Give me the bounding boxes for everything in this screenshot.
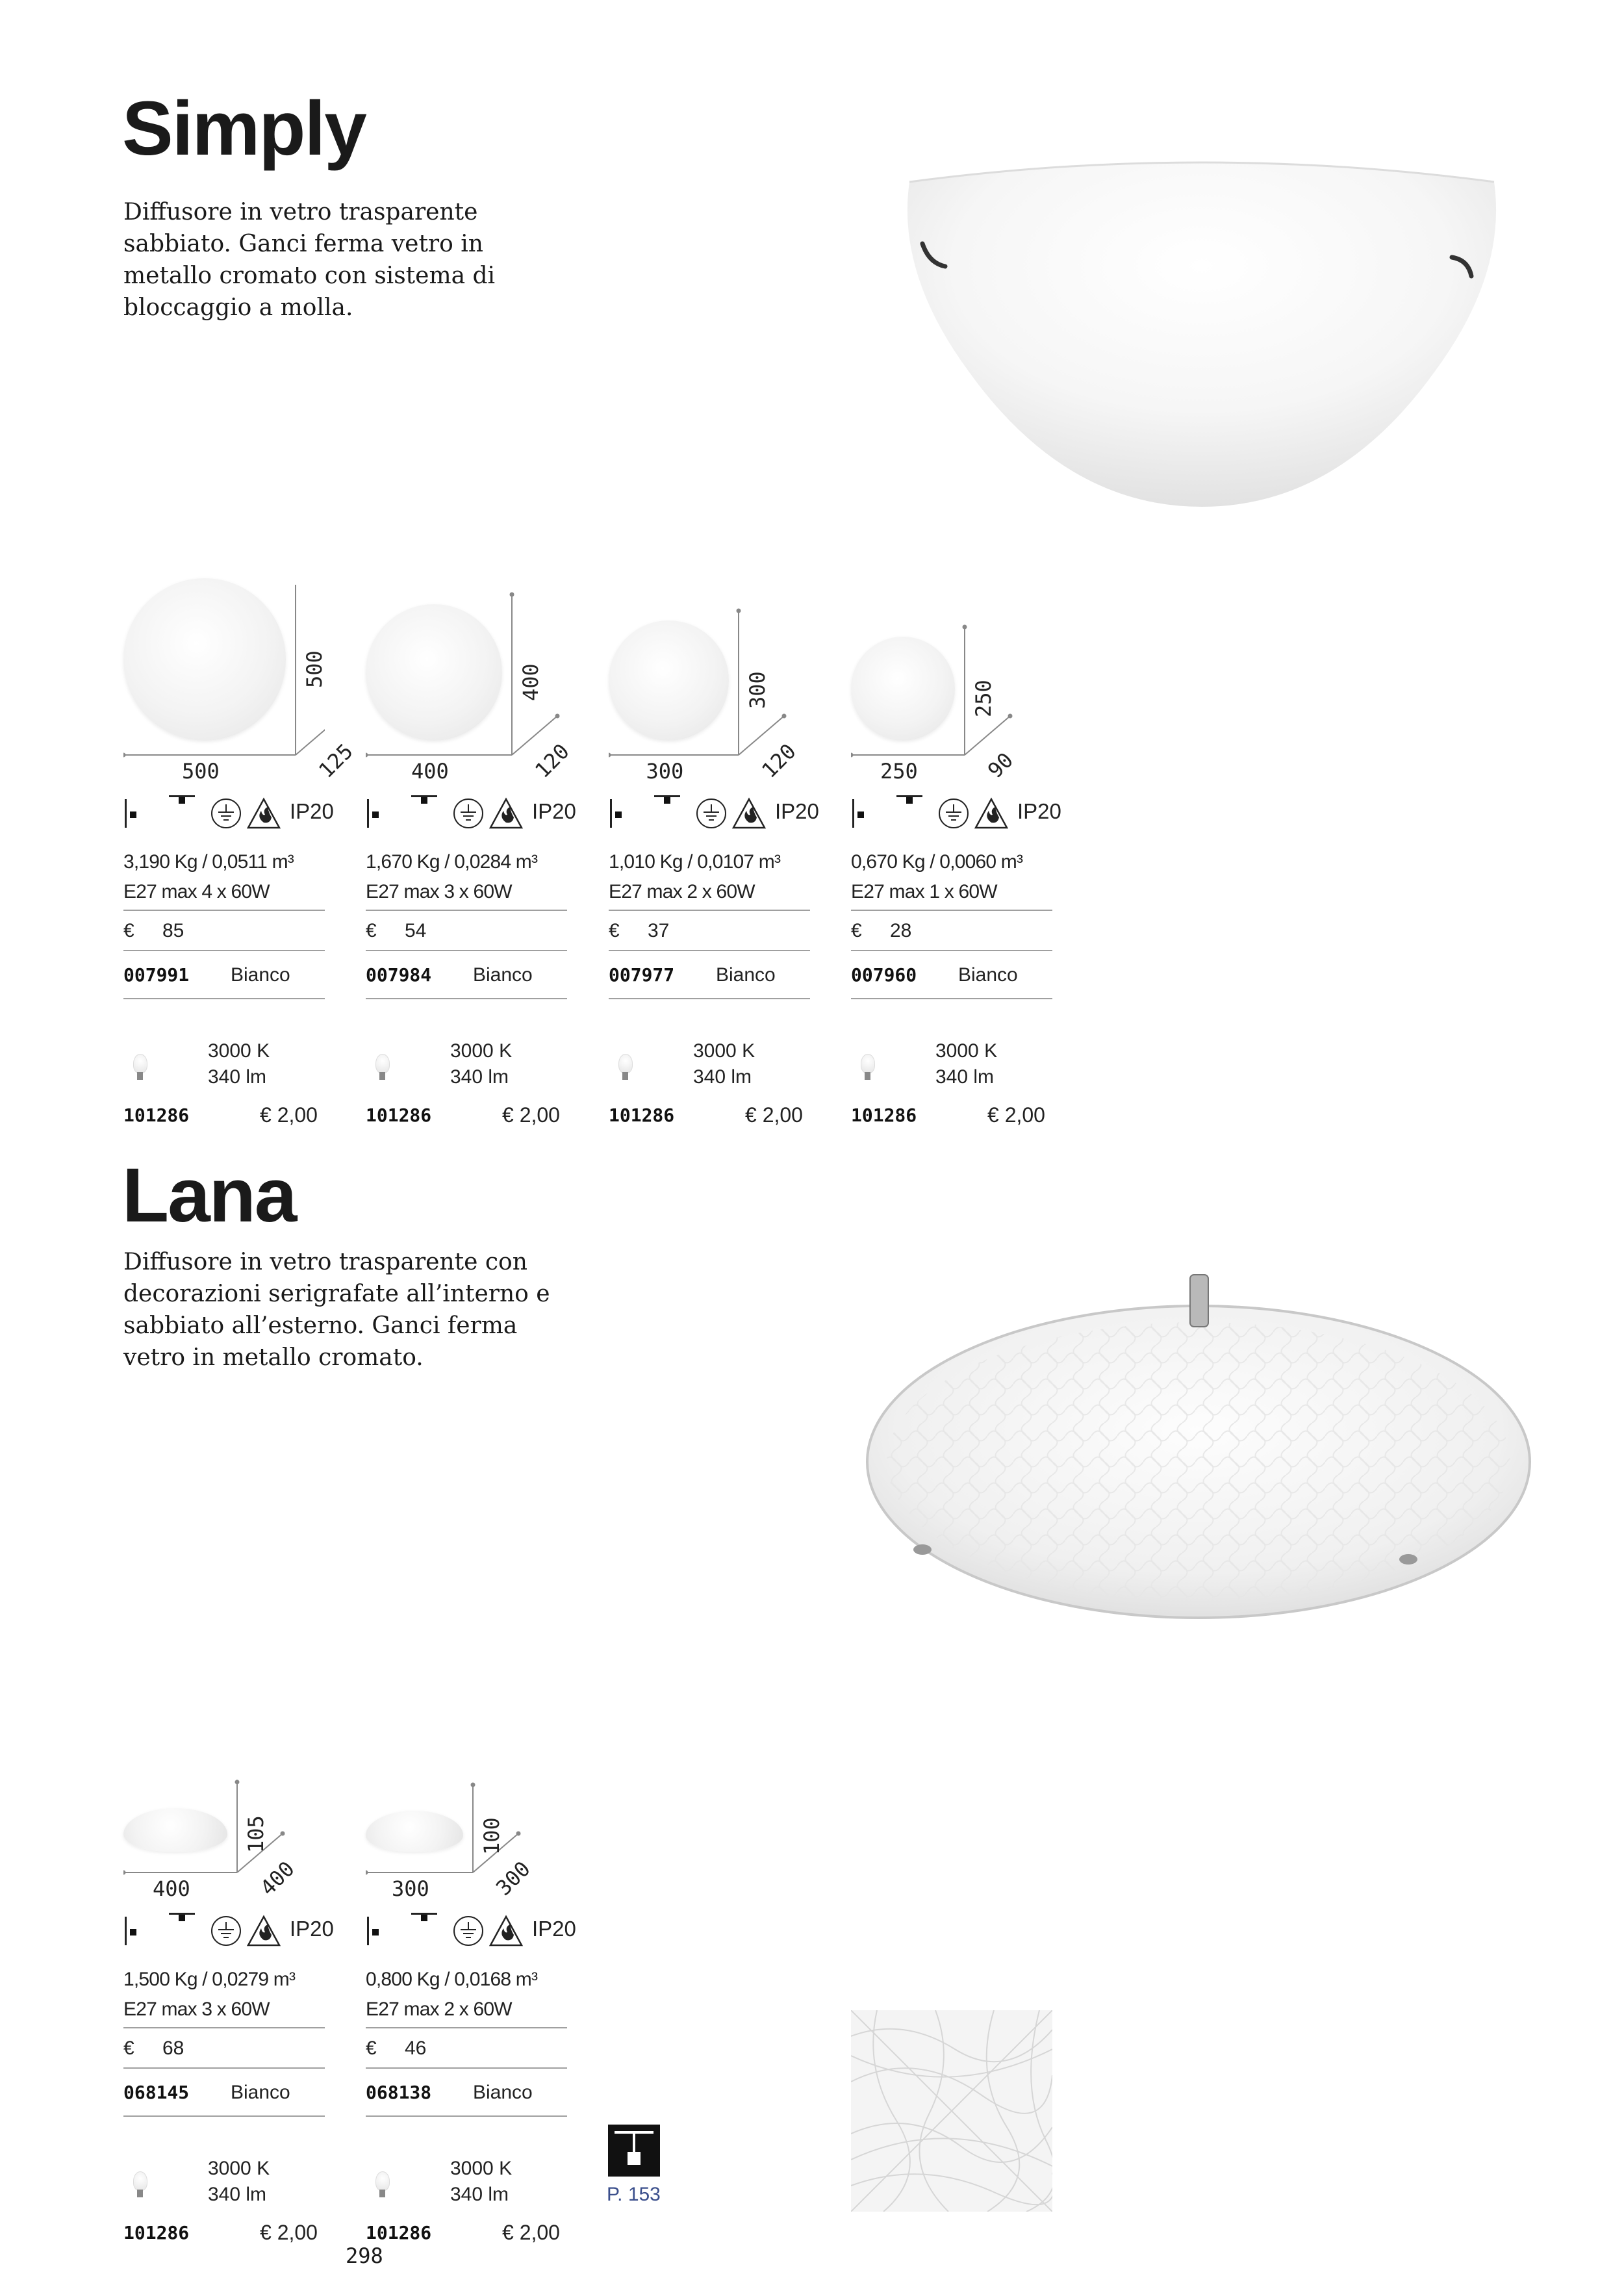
divider xyxy=(366,2115,567,2117)
flammable-warning-icon xyxy=(733,799,765,828)
height-label: 400 xyxy=(518,663,543,701)
ceiling-mount-icon xyxy=(610,799,622,828)
product-price: 46 xyxy=(405,2038,427,2059)
flammable-warning-icon xyxy=(248,1917,279,1945)
product-color: Bianco xyxy=(958,964,1018,986)
currency-symbol: € xyxy=(366,2038,377,2059)
lana-texture-swatch xyxy=(851,2010,1052,2212)
weight-volume: 1,500 Kg / 0,0279 m³ xyxy=(123,1969,296,1990)
height-label: 250 xyxy=(971,679,996,717)
ip-rating: IP20 xyxy=(290,1917,334,1941)
product-color: Bianco xyxy=(716,964,776,986)
product-color: Bianco xyxy=(473,2082,533,2103)
divider xyxy=(123,2067,325,2069)
dimension-drawing xyxy=(609,585,810,784)
ip-rating: IP20 xyxy=(532,1917,576,1941)
ground-symbol-icon xyxy=(454,799,483,828)
lamp-spec: E27 max 2 x 60W xyxy=(609,881,755,902)
depth-label: 120 xyxy=(757,739,801,783)
divider xyxy=(366,2067,567,2069)
bulb-lumen: 340 lm xyxy=(450,2184,509,2205)
wall-mount-icon xyxy=(169,795,195,804)
bulb-code[interactable]: 101286 xyxy=(851,1105,917,1126)
flammable-warning-icon xyxy=(490,799,522,828)
product-price: 85 xyxy=(162,920,184,941)
flammable-warning-icon xyxy=(490,1917,522,1945)
lamp-spec: E27 max 3 x 60W xyxy=(123,1999,270,2020)
divider xyxy=(123,950,325,951)
product-color: Bianco xyxy=(473,964,533,986)
flammable-warning-icon xyxy=(976,799,1007,828)
page-number: 298 xyxy=(346,2243,383,2268)
dimension-lines xyxy=(851,585,1052,773)
width-label: 300 xyxy=(392,1876,429,1901)
wall-mount-icon xyxy=(654,795,680,804)
divider xyxy=(851,998,1052,999)
width-label: 300 xyxy=(646,759,684,784)
bulb-icon xyxy=(861,1054,875,1073)
bulb-icon xyxy=(133,2171,147,2191)
bulb-icon xyxy=(375,2171,390,2191)
weight-volume: 3,190 Kg / 0,0511 m³ xyxy=(123,851,294,873)
depth-label: 300 xyxy=(491,1856,535,1900)
bulb-icon xyxy=(133,1054,147,1073)
width-label: 400 xyxy=(153,1876,190,1901)
ground-symbol-icon xyxy=(212,1917,240,1945)
bulb-base-icon xyxy=(622,1072,628,1080)
dimension-drawing xyxy=(123,585,358,784)
divider xyxy=(851,950,1052,951)
dimension-drawing xyxy=(123,1702,325,1901)
simply-product-card xyxy=(123,585,358,1169)
lana-title: Lana xyxy=(122,1153,296,1238)
wall-mount-icon xyxy=(896,795,922,804)
bulb-temperature: 3000 K xyxy=(450,1040,513,1062)
product-color: Bianco xyxy=(231,2082,290,2103)
bulb-price: € 2,00 xyxy=(745,1103,803,1127)
divider xyxy=(123,910,325,911)
product-price: 54 xyxy=(405,920,427,941)
flammable-warning-icon xyxy=(248,799,279,828)
currency-symbol: € xyxy=(123,2038,134,2059)
bulb-lumen: 340 lm xyxy=(450,1066,509,1088)
bulb-base-icon xyxy=(379,1072,385,1080)
currency-symbol: € xyxy=(609,920,620,941)
simply-description: Diffusore in vetro trasparente sabbiato. Ganci ferma vetro in metallo cromato con sistema di bloccaggio a molla. xyxy=(123,199,496,321)
width-label: 500 xyxy=(182,759,220,784)
bulb-lumen: 340 lm xyxy=(208,2184,267,2205)
ceiling-mount-icon xyxy=(852,799,864,828)
bulb-specs xyxy=(208,2156,270,2208)
simply-product-card xyxy=(851,585,1061,1169)
product-code[interactable]: 007991 xyxy=(123,964,190,986)
divider xyxy=(123,2027,325,2028)
divider xyxy=(366,2027,567,2028)
currency-symbol: € xyxy=(851,920,862,941)
bulb-code[interactable]: 101286 xyxy=(366,1105,432,1126)
bulb-icon xyxy=(375,1054,390,1073)
weight-volume: 0,800 Kg / 0,0168 m³ xyxy=(366,1969,538,1990)
bulb-price: € 2,00 xyxy=(502,1103,560,1127)
height-label: 105 xyxy=(244,1815,268,1854)
lamp-spec: E27 max 2 x 60W xyxy=(366,1999,512,2020)
depth-label: 90 xyxy=(983,747,1019,783)
ground-symbol-icon xyxy=(454,1917,483,1945)
bulb-base-icon xyxy=(865,1072,870,1080)
ip-rating: IP20 xyxy=(775,799,819,823)
ceiling-mount-icon xyxy=(125,799,136,828)
dimension-lines xyxy=(123,1702,325,1891)
divider xyxy=(609,998,810,999)
depth-label: 400 xyxy=(255,1856,299,1900)
ceiling-mount-icon xyxy=(367,1917,379,1945)
bulb-specs xyxy=(693,1038,755,1090)
divider xyxy=(609,950,810,951)
lamp-spec: E27 max 1 x 60W xyxy=(851,881,997,902)
bulb-lumen: 340 lm xyxy=(935,1066,995,1088)
height-label: 300 xyxy=(745,671,770,709)
simply-hero-image xyxy=(883,143,1520,533)
ip-rating: IP20 xyxy=(532,799,576,823)
dimension-lines xyxy=(366,1702,567,1891)
bulb-base-icon xyxy=(137,2190,143,2197)
ground-symbol-icon xyxy=(697,799,726,828)
page-reference[interactable]: P. 153 xyxy=(607,2184,661,2205)
ceiling-mount-icon xyxy=(125,1917,136,1945)
depth-label: 120 xyxy=(530,739,574,783)
divider xyxy=(366,998,567,999)
lana-product-card xyxy=(123,1702,334,2287)
bulb-temperature: 3000 K xyxy=(208,2158,270,2179)
bulb-temperature: 3000 K xyxy=(935,1040,998,1062)
bulb-icon xyxy=(618,1054,633,1073)
suspension-icon xyxy=(608,2125,660,2177)
bulb-code[interactable]: 101286 xyxy=(366,2222,432,2243)
bulb-lumen: 340 lm xyxy=(693,1066,752,1088)
weight-volume: 0,670 Kg / 0,0060 m³ xyxy=(851,851,1023,873)
width-label: 400 xyxy=(411,759,449,784)
dimension-drawing xyxy=(366,1702,567,1901)
bulb-base-icon xyxy=(379,2190,385,2197)
divider xyxy=(851,910,1052,911)
product-code[interactable]: 068138 xyxy=(366,2082,432,2103)
bulb-temperature: 3000 K xyxy=(208,1040,270,1062)
ip-rating: IP20 xyxy=(290,799,334,823)
depth-label: 125 xyxy=(314,739,358,783)
bulb-price: € 2,00 xyxy=(260,1103,318,1127)
bulb-base-icon xyxy=(137,1072,143,1080)
bulb-temperature: 3000 K xyxy=(450,2158,513,2179)
simply-product-card xyxy=(366,585,576,1169)
weight-volume: 1,670 Kg / 0,0284 m³ xyxy=(366,851,538,873)
dimension-lines xyxy=(123,585,325,773)
ceiling-mount-icon xyxy=(367,799,379,828)
lana-description: Diffusore in vetro trasparente con decorazioni serigrafate all’interno e sabbiato all’esterno. Ganci ferma vetro in metallo cromato. xyxy=(123,1249,550,1371)
bulb-price: € 2,00 xyxy=(502,2221,560,2244)
bulb-specs xyxy=(208,1038,270,1090)
weight-volume: 1,010 Kg / 0,0107 m³ xyxy=(609,851,781,873)
divider xyxy=(609,910,810,911)
wall-mount-icon xyxy=(169,1913,195,1921)
bulb-code[interactable]: 101286 xyxy=(123,1105,190,1126)
lana-product-card xyxy=(366,1702,576,2287)
dimension-drawing xyxy=(366,585,574,784)
divider xyxy=(366,910,567,911)
product-price: 28 xyxy=(890,920,912,941)
bulb-specs xyxy=(450,2156,512,2208)
dimension-drawing xyxy=(851,585,1052,784)
product-code[interactable]: 068145 xyxy=(123,2082,190,2103)
product-code[interactable]: 007960 xyxy=(851,964,917,986)
bulb-temperature: 3000 K xyxy=(693,1040,755,1062)
bulb-code[interactable]: 101286 xyxy=(609,1105,675,1126)
product-code[interactable]: 007984 xyxy=(366,964,432,986)
lana-hero-image xyxy=(857,1267,1540,1631)
divider xyxy=(123,998,325,999)
simply-title: Simply xyxy=(122,86,366,172)
divider xyxy=(123,2115,325,2117)
wall-mount-icon xyxy=(411,1913,437,1921)
lamp-spec: E27 max 3 x 60W xyxy=(366,881,512,902)
height-label: 500 xyxy=(302,650,327,688)
currency-symbol: € xyxy=(366,920,377,941)
bulb-price: € 2,00 xyxy=(260,2221,318,2244)
bulb-price: € 2,00 xyxy=(987,1103,1045,1127)
currency-symbol: € xyxy=(123,920,134,941)
bulb-specs xyxy=(935,1038,997,1090)
lamp-spec: E27 max 4 x 60W xyxy=(123,881,270,902)
simply-product-card xyxy=(609,585,819,1169)
bulb-lumen: 340 lm xyxy=(208,1066,267,1088)
product-color: Bianco xyxy=(231,964,290,986)
divider xyxy=(366,950,567,951)
bulb-code[interactable]: 101286 xyxy=(123,2222,190,2243)
bulb-specs xyxy=(450,1038,512,1090)
product-price: 37 xyxy=(648,920,670,941)
product-price: 68 xyxy=(162,2038,184,2059)
wall-mount-icon xyxy=(411,795,437,804)
width-label: 250 xyxy=(880,759,918,784)
ground-symbol-icon xyxy=(212,799,240,828)
ground-symbol-icon xyxy=(939,799,968,828)
product-code[interactable]: 007977 xyxy=(609,964,675,986)
height-label: 100 xyxy=(479,1817,504,1855)
ip-rating: IP20 xyxy=(1017,799,1061,823)
